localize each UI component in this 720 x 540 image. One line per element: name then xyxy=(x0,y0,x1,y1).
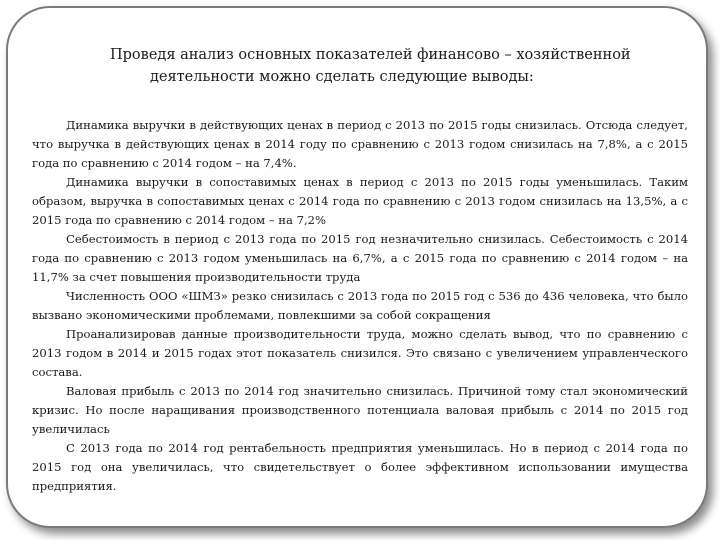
paragraph-cost: Себестоимость в период с 2013 года по 2015 год незначительно снизилась. Себестоимость с 2014 года по сравнению с 2013 годом уменьшилась на 6,7%, а с 2015 года по сравнению с 2014 годом – на 11,7% за счет повышения производительности труда xyxy=(32,232,688,284)
slide-title xyxy=(80,44,680,88)
paragraph-labor-productivity: Проанализировав данные производительности труда, можно сделать вывод, что по сравнению с 2013 годом в 2014 и 2015 годах этот показатель снизился. Это связано с увеличением управленческого состава. xyxy=(32,327,688,379)
paragraph-revenue-comparable-prices: Динамика выручки в сопоставимых ценах в период с 2013 по 2015 годы уменьшилась. Таким образом, выручка в сопоставимых ценах с 2014 года по сравнению с 2013 годом снизилась на 13,5%, а с 2015 года по сравнению с 2014 годом – на 7,2% xyxy=(32,175,688,227)
paragraph-headcount: Численность ООО «ШМЗ» резко снизилась с 2013 года по 2015 год с 536 до 436 человека, что было вызвано экономическими проблемами, повлекшими за собой сокращения xyxy=(32,289,688,322)
slide-title-line-1: Проведя анализ основных показателей финансово – хозяйственной xyxy=(110,47,631,63)
paragraph-revenue-current-prices: Динамика выручки в действующих ценах в период с 2013 по 2015 годы снизилась. Отсюда следует, что выручка в действующих ценах в 2014 году по сравнению с 2013 годом снизилась на 7,8%, а с 2015 года по сравнению с 2014 годом – на 7,4%. xyxy=(32,118,688,170)
paragraph-profitability: С 2013 года по 2014 год рентабельность предприятия уменьшилась. Но в период с 2014 года по 2015 год она увеличилась, что свидетельствует о более эффективном использовании имущества предприятия. xyxy=(32,441,688,493)
paragraph-gross-profit: Валовая прибыль с 2013 по 2014 год значительно снизилась. Причиной тому стал экономический кризис. Но после наращивания производственного потенциала валовая прибыль с 2014 по 2015 год увеличилась xyxy=(32,384,688,436)
conclusions-text xyxy=(32,116,688,496)
slide-title-line-2: деятельности можно сделать следующие выводы: xyxy=(150,69,534,85)
